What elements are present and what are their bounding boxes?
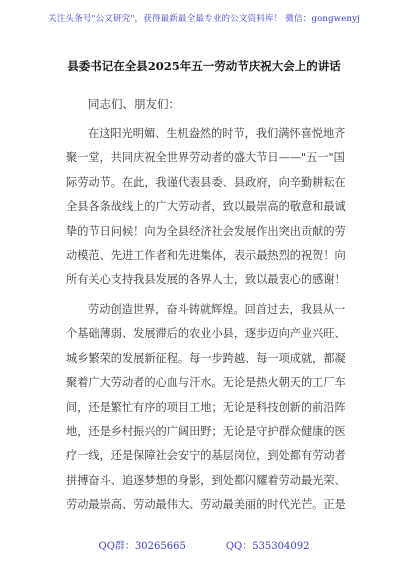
paragraph-line: 劳动最崇高、劳动最伟大、劳动最美丽的时代光芒。正是	[66, 498, 346, 512]
paragraph-line: 在这阳光明媚、生机盎然的时节，我们满怀喜悦地齐	[88, 127, 346, 140]
footer-contacts	[0, 537, 408, 552]
paragraph-line: 所有关心支持我县发展的各界人士，致以最衷心的感谢！	[66, 273, 346, 287]
paragraph-line: 疗一线，还是保障社会安宁的基层岗位，到处都有劳动者	[66, 449, 346, 463]
paragraph-line: 拼搏奋斗、追逐梦想的身影，到处都闪耀着劳动最光荣、	[66, 473, 346, 487]
paragraph-1	[66, 122, 346, 293]
footer-qq: QQ：535304092	[225, 541, 310, 552]
paragraph-line: 个基础薄弱、发展滞后的农业小县，逐步迈向产业兴旺、	[66, 327, 346, 341]
paragraph-line: 城乡繁荣的发展新征程。每一步跨越、每一项成就，都凝	[66, 351, 346, 365]
salutation: 同志们、朋友们：	[88, 97, 180, 111]
paragraph-line: 间，还是繁忙有序的项目工地；无论是科技创新的前沿阵	[66, 400, 346, 414]
paragraph-line: 全县各条战线上的广大劳动者，致以最崇高的敬意和最诚	[66, 200, 346, 214]
paragraph-line: 聚着广大劳动者的心血与汗水。无论是热火朝天的工厂车	[66, 376, 346, 390]
paragraph-line: 地，还是乡村振兴的广阔田野；无论是守护群众健康的医	[66, 425, 346, 439]
header-banner: 关注头条号"公文研究"，获得最新最全最专业的公文资料库！ 微信：gongwenyj	[48, 14, 360, 24]
footer-qq-group: QQ群：30265665	[98, 541, 186, 552]
paragraph-line: 劳动创造世界，奋斗铸就辉煌。回首过去，我县从一	[88, 303, 346, 316]
paragraph-2	[66, 298, 346, 518]
paragraph-line: 际劳动节。在此，我谨代表县委、县政府，向辛勤耕耘在	[66, 175, 346, 189]
document-title: 县委书记在全县2025年五一劳动节庆祝大会上的讲话	[67, 59, 341, 73]
paragraph-line: 动模范、先进工作者和先进集体，表示最热烈的祝贺！向	[66, 249, 346, 263]
paragraph-line: 聚一堂，共同庆祝全世界劳动者的盛大节日——"五一"国	[66, 151, 345, 165]
paragraph-line: 挚的节日问候！向为全县经济社会发展作出突出贡献的劳	[66, 224, 346, 238]
